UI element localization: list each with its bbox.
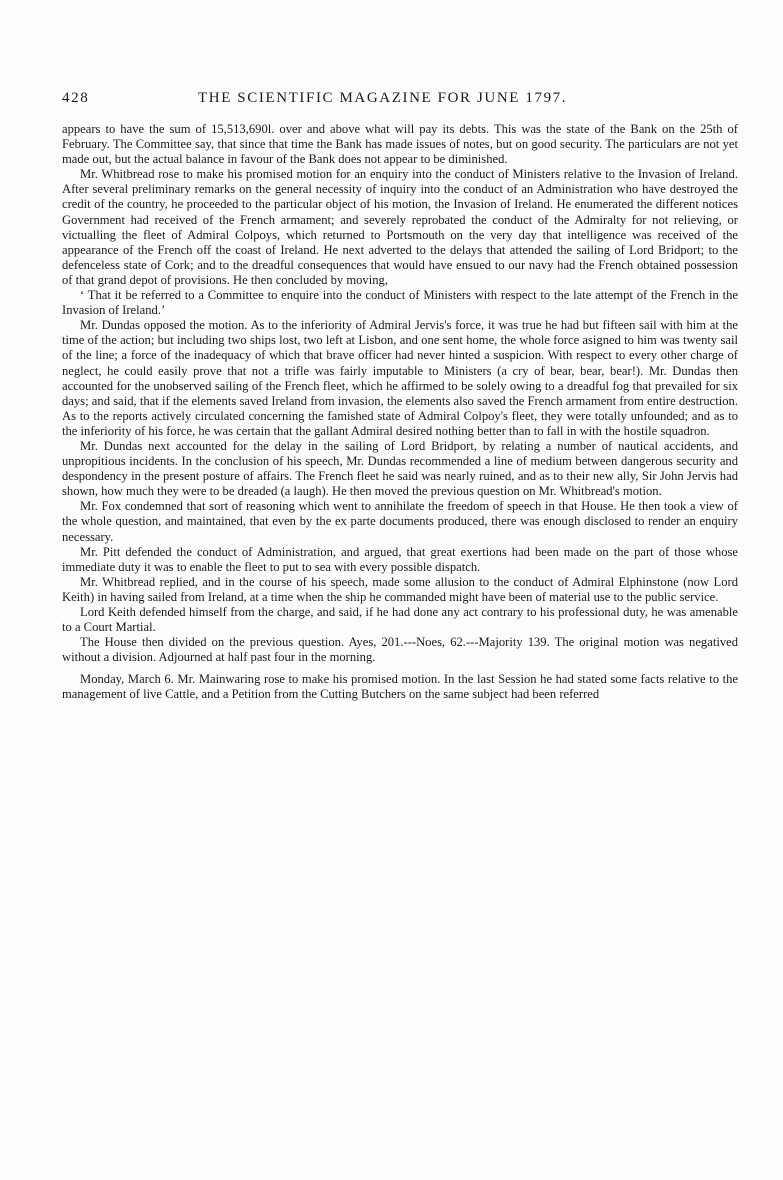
paragraph-dundas-reply: Mr. Dundas opposed the motion. As to the inferiority of Admiral Jervis's force, it was true he had but fifteen sail with him at the time of the action; but including two ships lost, two left at Lisbon, and one sent home, the whole force asigned to him was twenty sail of the line; a force of the inadequacy of which that brave officer had never hinted a suspicion. With respect to every other charge of neglect, he could easily prove that not a trifle was fairly imputable to Ministers (a cry of bear, bear, bear!). Mr. Dundas then accounted for the unobserved sailing of the French fleet, which he affirmed to be solely owing to a dreadful fog that prevailed for six days; and said, that if the elements saved Ireland from invasion, the elements also saved the French armament from entire destruction. As to the reports actively circulated concerning the famished state of Admiral Colpoy's fleet, they were totally unfounded; and as to the inferiority of his force, he was certain that the gallant Admiral desired nothing better than to fall in with the hostile squadron. — [62, 318, 738, 438]
paragraph-whitbread-reply: Mr. Whitbread replied, and in the course of his speech, made some allusion to the conduct of Admiral Elphinstone (now Lord Keith) in having sailed from Ireland, at a time when the ship he commanded might have been of material use to the public service. — [62, 574, 738, 604]
article-body — [62, 122, 738, 703]
paragraph-pitt: Mr. Pitt defended the conduct of Administration, and argued, that great exertions had been made on the part of those whose immediate duty it was to enable the fleet to put to sea with every possible dispatch. — [62, 544, 738, 574]
paragraph-motion-text: ‘ That it be referred to a Committee to enquire into the conduct of Ministers with respect to the late attempt of the French in the Invasion of Ireland.’ — [62, 288, 738, 318]
paragraph-lord-keith: Lord Keith defended himself from the charge, and said, if he had done any act contrary to his professional duty, he was amenable to a Court Martial. — [62, 605, 738, 635]
paragraph-bank-report: appears to have the sum of 15,513,690l. over and above what will pay its debts. This was the state of the Bank on the 25th of February. The Committee say, that since that time the Bank has made issues of notes, but on good security. The particulars are not yet made out, but the actual balance in favour of the Bank does not appear to be diminished. — [62, 122, 738, 167]
page-header — [62, 90, 738, 122]
paragraph-mainwaring: Monday, March 6. Mr. Mainwaring rose to make his promised motion. In the last Session he had stated some facts relative to the management of live Cattle, and a Petition from the Cutting Butchers on the same subject had been referred — [62, 672, 738, 702]
paragraph-fox: Mr. Fox condemned that sort of reasoning which went to annihilate the freedom of speech in that House. He then took a view of the whole question, and maintained, that even by the ex parte documents produced, there was enough disclosed to render an enquiry necessary. — [62, 499, 738, 544]
page-number: 428 — [62, 90, 90, 106]
paragraph-whitbread-motion: Mr. Whitbread rose to make his promised motion for an enquiry into the conduct of Ministers relative to the Invasion of Ireland. After several preliminary remarks on the general necessity of inquiry into the conduct of an Administration who have destroyed the credit of the country, he proceeded to the particular object of his motion, the Invasion of Ireland. He enumerated the different notices Government had received of the French armament; and severely reprobated the conduct of the Admiralty for not relieving, or victualling the fleet of Admiral Colpoys, which returned to Portsmouth on the very day that intelligence was received of the appearance of the French off the coast of Ireland. He next adverted to the delays that attended the sailing of Lord Bridport; to the defenceless state of Cork; and to the dreadful consequences that would have ensued to our navy had the French obtained possession of that grand depot of provisions. He then concluded by moving, — [62, 167, 738, 287]
document-page — [62, 90, 738, 703]
paragraph-dundas-bridport: Mr. Dundas next accounted for the delay in the sailing of Lord Bridport, by relating a number of nautical accidents, and unpropitious incidents. In the conclusion of his speech, Mr. Dundas recommended a line of medium between dangerous security and despondency in the present posture of affairs. The French fleet he said was nearly ruined, and as to their new ally, Sir John Jervis had shown, how much they were to be dreaded (a laugh). He then moved the previous question on Mr. Whitbread's motion. — [62, 438, 738, 499]
paragraph-division: The House then divided on the previous question. Ayes, 201.---Noes, 62.---Majority 139. The original motion was negatived without a division. Adjourned at half past four in the morning. — [62, 635, 738, 665]
running-head: THE SCIENTIFIC MAGAZINE FOR JUNE 1797. — [198, 90, 568, 106]
